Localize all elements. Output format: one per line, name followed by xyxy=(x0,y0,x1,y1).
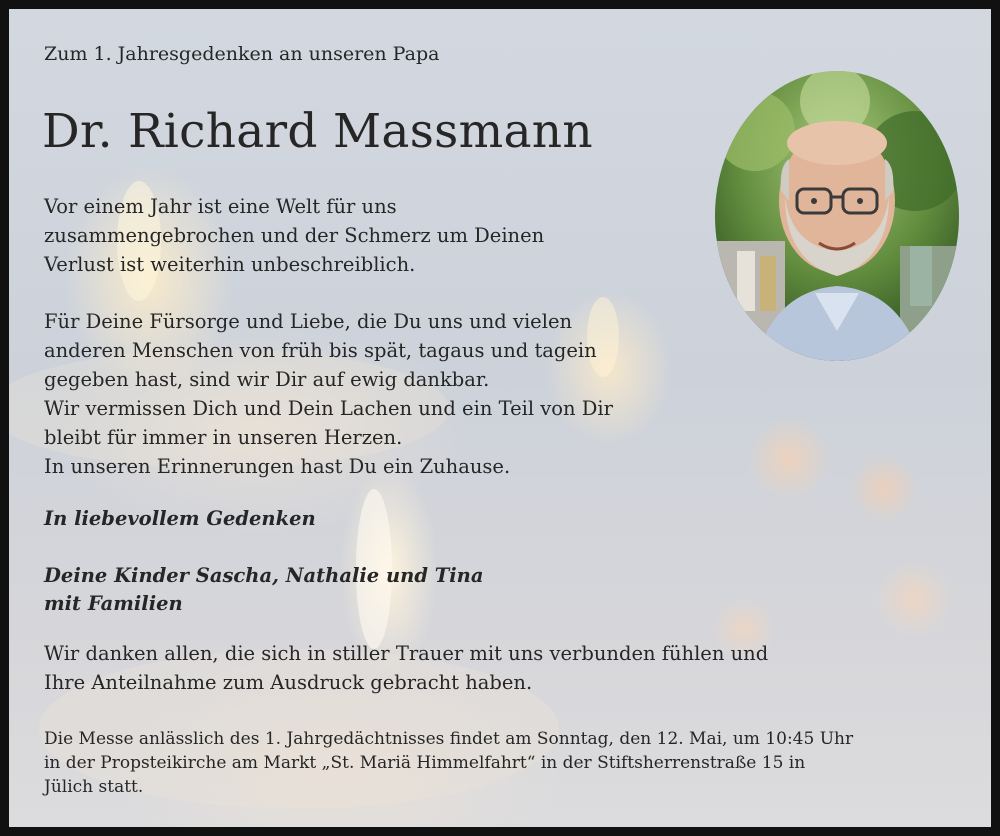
deceased-name: Dr. Richard Massmann xyxy=(42,104,593,159)
mass-info: Die Messe anlässlich des 1. Jahrgedächtnisses findet am Sonntag, den 12. Mai, um 10:45 Uhr in der Propsteikirche am Markt „St. Mariä Himmelfahrt“ in der Stiftsherrenstraße 15 in Jülich statt. xyxy=(44,729,854,797)
paragraph-loss: Vor einem Jahr ist eine Welt für uns zusammengebrochen und der Schmerz um Deinen Verlust ist weiterhin unbeschreiblich. xyxy=(44,195,545,276)
thanks-paragraph: Wir danken allen, die sich in stiller Trauer mit uns verbunden fühlen und Ihre Anteilnahme zum Ausdruck gebracht haben. xyxy=(44,642,769,694)
paragraph-gratitude: Für Deine Fürsorge und Liebe, die Du uns und vielen anderen Menschen von früh bis spät, tagaus und tagein gegeben hast, sind wir Dir auf ewig dankbar. Wir vermissen Dich und Dein Lachen und ein Teil von Dir bleibt für immer in unseren Herzen. In unseren Erinnerungen hast Du ein Zuhause. xyxy=(44,310,613,478)
greeting-line: In liebevollem Gedenken xyxy=(44,507,316,530)
signature-block: Deine Kinder Sascha, Nathalie und Tina mit Familien xyxy=(44,564,484,615)
intro-line: Zum 1. Jahresgedenken an unseren Papa xyxy=(44,43,440,65)
portrait-illustration xyxy=(715,71,959,361)
portrait-photo xyxy=(715,71,959,361)
